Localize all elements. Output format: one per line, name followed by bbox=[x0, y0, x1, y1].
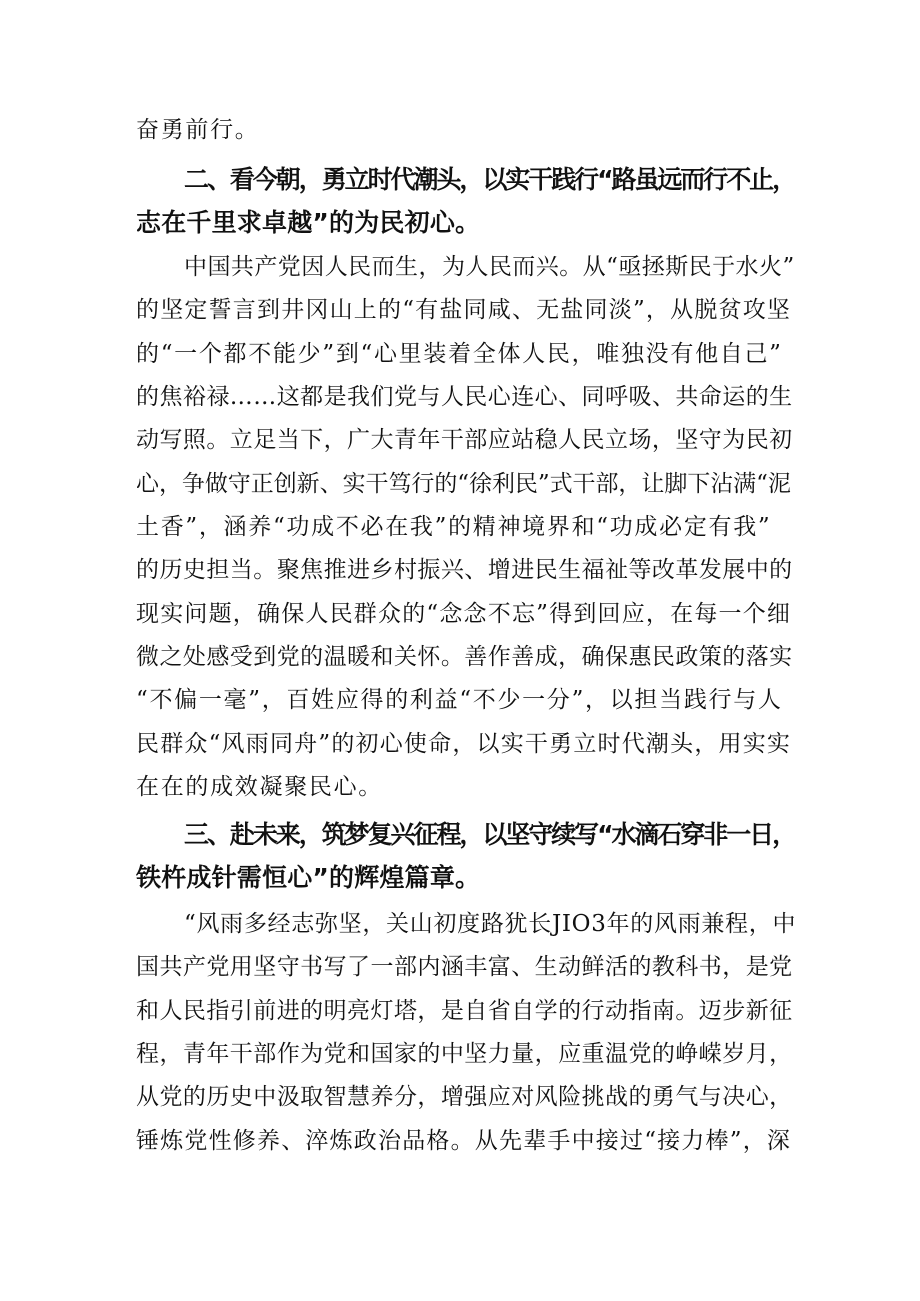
body-text-line: 锤炼党性修养、淬炼政治品格。从先辈手中接过“接力棒”，深 bbox=[136, 1128, 792, 1154]
body-text-line: 国共产党用坚守书写了一部内涵丰富、生动鲜活的教科书，是党 bbox=[136, 954, 793, 980]
section-heading-line: 铁杵成针需恒心”的辉煌篇章。 bbox=[136, 863, 481, 892]
section-heading-line: 志在千里求卓越”的为民初心。 bbox=[136, 208, 481, 237]
body-text-line: 从党的历史中汲取智慧养分，增强应对风险挑战的勇气与决心， bbox=[136, 1084, 793, 1110]
body-text-line: 的历史担当。聚焦推进乡村振兴、增进民生福祉等改革发展中的 bbox=[136, 557, 793, 583]
body-text-line: 土香”，涵养“功成不必在我”的精神境界和“功成必定有我” bbox=[136, 514, 772, 540]
body-text-line: 的焦裕禄……这都是我们党与人民心连心、同呼吸、共命运的生 bbox=[136, 384, 793, 410]
body-text-line: 现实问题，确保人民群众的“念念不忘”得到回应，在每一个细 bbox=[136, 601, 792, 627]
section-heading-line: 二、看今朝，勇立时代潮头，以实干践行“路虽远而行不止， bbox=[184, 165, 796, 194]
body-text-line: 微之处感受到党的温暖和关怀。善作善成，确保惠民政策的落实 bbox=[136, 644, 793, 670]
body-text-line: 奋勇前行。 bbox=[136, 117, 260, 143]
body-text-line: “不偏一毫”，百姓应得的利益“不少一分”，以担当践行与人 bbox=[136, 687, 783, 713]
body-text-line: 的“一个都不能少”到“心里装着全体人民，唯独没有他自己” bbox=[136, 341, 783, 367]
body-text-line: 动写照。立足当下，广大青年干部应站稳人民立场，坚守为民初 bbox=[136, 427, 793, 453]
section-heading-line: 三、赴未来，筑梦复兴征程，以坚守续写“水滴石穿非一日， bbox=[184, 820, 796, 849]
body-text-line: 在在的成效凝聚民心。 bbox=[136, 774, 383, 800]
body-text-line: “风雨多经志弥坚，关山初度路犹长JIO3年的风雨兼程，中 bbox=[184, 911, 797, 937]
body-text-line: 中国共产党因人民而生，为人民而兴。从“亟拯斯民于水火” bbox=[184, 254, 795, 280]
body-text-line: 民群众“风雨同舟”的初心使命，以实干勇立时代潮头，用实实 bbox=[136, 731, 792, 757]
body-text-line: 心，争做守正创新、实干笃行的“徐利民”式干部，让脚下沾满“泥 bbox=[136, 471, 791, 497]
body-text-line: 和人民指引前进的明亮灯塔，是自省自学的行动指南。迈步新征 bbox=[136, 998, 793, 1024]
body-text-line: 的坚定誓言到井冈山上的“有盐同咸、无盐同淡”，从脱贫攻坚 bbox=[136, 297, 792, 323]
body-text-line: 程，青年干部作为党和国家的中坚力量，应重温党的峥嵘岁月， bbox=[136, 1041, 793, 1067]
